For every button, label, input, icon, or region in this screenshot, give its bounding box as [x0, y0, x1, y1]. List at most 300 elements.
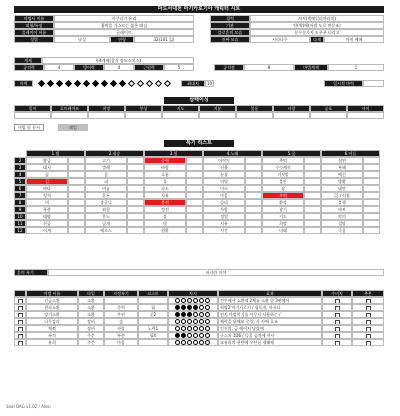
magic-defense[interactable]	[322, 325, 352, 332]
charge-circle-icon[interactable]	[199, 340, 204, 345]
profile-value[interactable]: 마역 배에	[324, 36, 384, 43]
magic-extra[interactable]	[352, 311, 384, 318]
skill-cell[interactable]: 분노	[85, 213, 127, 220]
magic-diamond-icon[interactable]	[92, 80, 99, 87]
charge-circle-icon[interactable]	[187, 340, 192, 345]
magic-diamond-icon[interactable]	[65, 80, 72, 87]
charge-circle-icon[interactable]	[193, 326, 198, 331]
skill-cell[interactable]: 미래	[262, 227, 304, 234]
magic-checkbox-icon[interactable]	[18, 320, 23, 325]
charge-circle-icon[interactable]	[175, 326, 180, 331]
skill-cell[interactable]: 이야기	[203, 157, 245, 164]
skill-cell[interactable]: 일그러짐	[321, 192, 363, 199]
magic-cost[interactable]: 필	[138, 304, 168, 311]
skill-gap-cell[interactable]	[363, 192, 380, 199]
skill-gap-cell[interactable]	[245, 157, 262, 164]
charge-circle-icon[interactable]	[181, 305, 186, 310]
skill-gap-cell[interactable]	[127, 157, 144, 164]
charge-circle-icon[interactable]	[175, 305, 180, 310]
skill-cell[interactable]: 에로스	[85, 227, 127, 234]
skill-gap-cell[interactable]	[186, 206, 203, 213]
magic-name[interactable]: 폭격	[26, 332, 78, 339]
magic-diamond-icon[interactable]	[101, 80, 108, 87]
skill-cell[interactable]: 수수께끼	[262, 164, 304, 171]
magic-extra-checkbox-icon[interactable]	[366, 306, 371, 311]
skill-cell[interactable]: 기도	[262, 213, 304, 220]
skill-cell[interactable]: 거짓말	[262, 171, 304, 178]
magic-extra[interactable]	[352, 332, 384, 339]
magic-effect[interactable]: 교유희의 현탄에 우산신 재해에	[218, 339, 322, 346]
skill-gap-cell[interactable]	[304, 227, 321, 234]
skill-gap-cell[interactable]	[304, 220, 321, 227]
skill-cell[interactable]: 태양	[26, 213, 68, 220]
magic-extra-checkbox-icon[interactable]	[366, 320, 371, 325]
magic-defense-checkbox-icon[interactable]	[335, 306, 340, 311]
charge-circle-icon[interactable]	[193, 298, 198, 303]
skill-cell[interactable]: 바다	[26, 185, 68, 192]
skill-gap-cell[interactable]	[186, 192, 203, 199]
charge-circle-icon[interactable]	[181, 326, 186, 331]
magic-type[interactable]: 소환	[78, 297, 104, 304]
skill-gap-cell[interactable]	[68, 227, 85, 234]
magic-skill[interactable]: 사랑	[104, 325, 138, 332]
skill-cell[interactable]: 배신	[321, 171, 363, 178]
magic-cost[interactable]: 공2	[138, 311, 168, 318]
magic-diamond-icon[interactable]	[56, 80, 63, 87]
magic-type[interactable]: 장비	[78, 318, 104, 325]
skill-gap-cell[interactable]	[186, 227, 203, 234]
tab-closed[interactable]: 폐업	[58, 124, 88, 131]
skill-gap-cell[interactable]	[68, 213, 85, 220]
magic-checkbox-icon[interactable]	[18, 299, 23, 304]
profile-value[interactable]: 분무분가지 도우푸 더리고	[250, 29, 384, 36]
skill-cell[interactable]: 혼돈	[85, 192, 127, 199]
magic-defense-checkbox-icon[interactable]	[335, 341, 340, 346]
magic-name[interactable]: 채찍	[26, 325, 78, 332]
skill-cell[interactable]: 불행	[321, 199, 363, 206]
magic-max-value[interactable]: 10	[205, 80, 215, 87]
charge-circle-icon[interactable]	[187, 319, 192, 324]
skill-gap-cell[interactable]	[245, 164, 262, 171]
skill-cell[interactable]: 바보	[321, 206, 363, 213]
skill-gap-cell[interactable]	[304, 178, 321, 185]
magic-checkbox-icon[interactable]	[18, 334, 23, 339]
magic-select-cell[interactable]	[14, 304, 26, 311]
skill-cell[interactable]: 추억	[262, 157, 304, 164]
magic-effect[interactable]: 전치 마법이기를 사무시 사용하는 /	[218, 311, 322, 318]
skill-cell[interactable]: 충격	[144, 199, 186, 206]
magic-select-cell[interactable]	[14, 297, 26, 304]
charge-circle-icon[interactable]	[181, 333, 186, 338]
magic-extra-checkbox-icon[interactable]	[366, 299, 371, 304]
magic-extra[interactable]	[352, 297, 384, 304]
magic-diamond-icon[interactable]	[47, 80, 54, 87]
magic-diamond-icon[interactable]	[110, 80, 117, 87]
skill-gap-cell[interactable]	[68, 206, 85, 213]
charge-circle-icon[interactable]	[205, 319, 210, 324]
skill-cell[interactable]: 희망	[262, 220, 304, 227]
skill-gap-cell[interactable]	[186, 157, 203, 164]
charge-circle-icon[interactable]	[193, 319, 198, 324]
magic-cost[interactable]	[138, 318, 168, 325]
temp-magic-value[interactable]	[363, 80, 384, 87]
skill-gap-cell[interactable]	[68, 157, 85, 164]
skill-cell[interactable]: 사랑	[203, 206, 245, 213]
magic-name[interactable]: 장기소환	[26, 311, 78, 318]
profile-value[interactable]: 시라나무	[250, 36, 310, 43]
magic-defense[interactable]	[322, 304, 352, 311]
skill-cell[interactable]: 중력	[144, 157, 186, 164]
skill-gap-cell[interactable]	[363, 199, 380, 206]
skill-gap-cell[interactable]	[363, 185, 380, 192]
charge-circle-icon[interactable]	[193, 340, 198, 345]
magic-checkbox-icon[interactable]	[18, 341, 23, 346]
skill-gap-cell[interactable]	[304, 199, 321, 206]
skill-cell[interactable]: 흐름	[144, 171, 186, 178]
points-value[interactable]: 8	[244, 64, 294, 71]
charge-circle-icon[interactable]	[205, 340, 210, 345]
magic-defense[interactable]	[322, 339, 352, 346]
charge-circle-icon[interactable]	[181, 340, 186, 345]
magic-defense[interactable]	[322, 332, 352, 339]
charge-circle-icon[interactable]	[175, 298, 180, 303]
skill-cell[interactable]: 피	[85, 178, 127, 185]
skill-gap-cell[interactable]	[245, 199, 262, 206]
skill-gap-cell[interactable]	[127, 178, 144, 185]
skill-gap-cell[interactable]	[245, 185, 262, 192]
magic-defense[interactable]	[322, 318, 352, 325]
magic-diamond-icon[interactable]	[83, 80, 90, 87]
magic-defense-checkbox-icon[interactable]	[335, 313, 340, 318]
charge-circle-icon[interactable]	[205, 333, 210, 338]
charge-circle-icon[interactable]	[181, 298, 186, 303]
skill-cell[interactable]: 부패	[321, 164, 363, 171]
magic-extra[interactable]	[352, 339, 384, 346]
skill-gap-cell[interactable]	[245, 206, 262, 213]
skill-cell[interactable]: 폭풍	[26, 206, 68, 213]
magic-type[interactable]: 주문	[78, 332, 104, 339]
skill-cell[interactable]: 악의	[321, 213, 363, 220]
skill-cell[interactable]: 고기	[85, 157, 127, 164]
magic-charge[interactable]	[168, 311, 218, 318]
skill-gap-cell[interactable]	[304, 185, 321, 192]
magic-extra-checkbox-icon[interactable]	[366, 313, 371, 318]
magic-type[interactable]: 장비	[78, 325, 104, 332]
skill-cell[interactable]: 자유	[144, 192, 186, 199]
magic-select-cell[interactable]	[14, 325, 26, 332]
magic-effect[interactable]: 혁명2 마기카로기 / 필독전, 마시나	[218, 304, 322, 311]
harmony-value[interactable]	[236, 112, 273, 119]
skill-cell[interactable]: 잠	[262, 185, 304, 192]
magic-select-cell[interactable]	[14, 318, 26, 325]
skill-cell[interactable]: 꽃	[85, 171, 127, 178]
skill-gap-cell[interactable]	[127, 171, 144, 178]
skill-gap-cell[interactable]	[68, 164, 85, 171]
skill-gap-cell[interactable]	[245, 227, 262, 234]
profile-value[interactable]: 서서(캐에일러마라미)	[250, 15, 384, 22]
harmony-value[interactable]	[88, 112, 125, 119]
skill-cell[interactable]: 정전	[144, 206, 186, 213]
skill-cell[interactable]: 송곳니	[85, 199, 127, 206]
magic-extra-checkbox-icon[interactable]	[366, 334, 371, 339]
skill-cell[interactable]: 천공	[26, 220, 68, 227]
magic-diamond-icon[interactable]	[38, 80, 45, 87]
skill-gap-cell[interactable]	[304, 171, 321, 178]
profile-value[interactable]: 32(101 읿)	[134, 36, 194, 43]
skill-gap-cell[interactable]	[127, 164, 144, 171]
skill-cell[interactable]: 방황	[321, 178, 363, 185]
magic-cost[interactable]	[138, 297, 168, 304]
charge-circle-icon[interactable]	[187, 298, 192, 303]
magic-skill[interactable]: 폭풍	[104, 332, 138, 339]
skill-gap-cell[interactable]	[68, 220, 85, 227]
tab-magic[interactable]: 마법 및 분서	[14, 124, 44, 131]
skill-cell[interactable]: 벌레	[85, 164, 127, 171]
magic-defense-checkbox-icon[interactable]	[335, 320, 340, 325]
skill-cell[interactable]: 미소	[203, 185, 245, 192]
magic-name[interactable]: 유희	[26, 339, 78, 346]
magic-extra[interactable]	[352, 318, 384, 325]
stat-value[interactable]: 5	[164, 64, 194, 71]
skill-gap-cell[interactable]	[363, 178, 380, 185]
magic-diamond-icon[interactable]	[119, 80, 126, 87]
skill-cell[interactable]: 이계	[26, 227, 68, 234]
magic-effect[interactable]: 체력을 위해보 중앙, 사 사에 호조	[218, 318, 322, 325]
skill-gap-cell[interactable]	[363, 213, 380, 220]
skill-cell[interactable]: 비늘	[85, 185, 127, 192]
magic-name[interactable]: 천파소환	[26, 304, 78, 311]
skill-gap-cell[interactable]	[127, 192, 144, 199]
charge-circle-icon[interactable]	[193, 312, 198, 317]
magic-checkbox-icon[interactable]	[18, 327, 23, 332]
skill-cell[interactable]: 마음	[203, 192, 245, 199]
skill-cell[interactable]: 광기	[262, 206, 304, 213]
charge-circle-icon[interactable]	[205, 326, 210, 331]
magic-defense[interactable]	[322, 311, 352, 318]
skill-cell[interactable]: 대지	[26, 164, 68, 171]
magic-skill[interactable]: 중력	[104, 304, 138, 311]
magic-effect[interactable]: 전투에서 소환제 2체를 소환 한 3판에서	[218, 297, 322, 304]
skill-cell[interactable]: 죽음	[321, 227, 363, 234]
harmony-value[interactable]	[347, 112, 384, 119]
profile-value[interactable]: 글레이트	[54, 29, 194, 36]
skill-cell[interactable]: 외침	[85, 206, 127, 213]
skill-gap-cell[interactable]	[363, 157, 380, 164]
charge-circle-icon[interactable]	[187, 305, 192, 310]
skill-cell[interactable]: 빛	[144, 220, 186, 227]
charge-circle-icon[interactable]	[175, 319, 180, 324]
skill-cell[interactable]: 날개	[85, 220, 127, 227]
charge-circle-icon[interactable]	[205, 305, 210, 310]
skill-gap-cell[interactable]	[245, 171, 262, 178]
skill-cell[interactable]: 정열	[203, 213, 245, 220]
skill-gap-cell[interactable]	[245, 192, 262, 199]
magic-diamond-icon[interactable]	[146, 80, 153, 87]
charge-circle-icon[interactable]	[193, 333, 198, 338]
skill-gap-cell[interactable]	[68, 185, 85, 192]
skill-gap-cell[interactable]	[363, 171, 380, 178]
magic-charge[interactable]	[168, 318, 218, 325]
skill-cell[interactable]: 치유	[203, 220, 245, 227]
magic-charge[interactable]	[168, 332, 218, 339]
magic-checkbox-icon[interactable]	[18, 306, 23, 311]
magic-defense-checkbox-icon[interactable]	[335, 299, 340, 304]
magic-type[interactable]: 소환	[78, 311, 104, 318]
skill-gap-cell[interactable]	[304, 157, 321, 164]
magic-type[interactable]: 주문	[78, 339, 104, 346]
skill-gap-cell[interactable]	[68, 178, 85, 185]
charge-circle-icon[interactable]	[199, 333, 204, 338]
charge-circle-icon[interactable]	[205, 312, 210, 317]
tag-value[interactable]: 1	[328, 64, 384, 71]
skill-gap-cell[interactable]	[245, 213, 262, 220]
magic-defense-checkbox-icon[interactable]	[335, 327, 340, 332]
skill-cell[interactable]: 물	[144, 178, 186, 185]
magic-extra-checkbox-icon[interactable]	[366, 341, 371, 346]
magic-select-cell[interactable]	[14, 332, 26, 339]
charge-circle-icon[interactable]	[199, 326, 204, 331]
skill-cell[interactable]: 황금	[26, 157, 68, 164]
skill-cell[interactable]: 태만	[321, 185, 363, 192]
skill-cell[interactable]: 우연	[262, 192, 304, 199]
charge-circle-icon[interactable]	[199, 319, 204, 324]
skill-gap-cell[interactable]	[186, 213, 203, 220]
magic-defense[interactable]	[322, 297, 352, 304]
skill-cell[interactable]: 정적	[26, 192, 68, 199]
magic-charge[interactable]	[168, 297, 218, 304]
skill-gap-cell[interactable]	[304, 192, 321, 199]
skill-gap-cell[interactable]	[186, 171, 203, 178]
harmony-value[interactable]	[125, 112, 162, 119]
skill-gap-cell[interactable]	[304, 213, 321, 220]
skill-gap-cell[interactable]	[186, 220, 203, 227]
skill-gap-cell[interactable]	[363, 227, 380, 234]
charge-circle-icon[interactable]	[181, 319, 186, 324]
magic-cost[interactable]	[138, 339, 168, 346]
skill-gap-cell[interactable]	[68, 199, 85, 206]
skill-gap-cell[interactable]	[186, 199, 203, 206]
charge-circle-icon[interactable]	[199, 298, 204, 303]
magic-defense-checkbox-icon[interactable]	[335, 334, 340, 339]
magic-diamond-icon[interactable]	[164, 80, 171, 87]
magic-cost[interactable]: 노력1	[138, 325, 168, 332]
skill-cell[interactable]: 승리	[203, 199, 245, 206]
skill-gap-cell[interactable]	[304, 206, 321, 213]
harmony-value[interactable]	[14, 112, 51, 119]
skill-cell[interactable]: 절망	[321, 220, 363, 227]
charge-circle-icon[interactable]	[199, 312, 204, 317]
magic-charge[interactable]	[168, 339, 218, 346]
charge-circle-icon[interactable]	[181, 312, 186, 317]
charge-circle-icon[interactable]	[193, 305, 198, 310]
skill-gap-cell[interactable]	[363, 164, 380, 171]
skill-cell[interactable]: 숲	[26, 171, 68, 178]
skill-cell[interactable]: 시간	[203, 227, 245, 234]
skill-cell[interactable]: 파도	[144, 185, 186, 192]
harmony-value[interactable]	[162, 112, 199, 119]
magic-charge[interactable]	[168, 304, 218, 311]
skill-gap-cell[interactable]	[68, 171, 85, 178]
skill-cell[interactable]: 비	[26, 199, 68, 206]
magic-select-cell[interactable]	[14, 311, 26, 318]
magic-diamond-icon[interactable]	[74, 80, 81, 87]
skill-gap-cell[interactable]	[127, 220, 144, 227]
skill-gap-cell[interactable]	[304, 164, 321, 171]
harmony-value[interactable]	[273, 112, 310, 119]
skill-cell[interactable]: 불안	[262, 178, 304, 185]
profile-value[interactable]: 흉악을 거스르는 붉은 레실	[54, 22, 194, 29]
skill-cell[interactable]: 길	[26, 178, 68, 185]
magic-skill[interactable]: 우연	[104, 311, 138, 318]
stat-value[interactable]: 4	[44, 64, 74, 71]
skill-gap-cell[interactable]	[127, 227, 144, 234]
skill-gap-cell[interactable]	[127, 185, 144, 192]
skill-cell[interactable]: 환각	[262, 199, 304, 206]
magic-type[interactable]: 소환	[78, 304, 104, 311]
magic-skill[interactable]: 숲	[104, 318, 138, 325]
skill-gap-cell[interactable]	[363, 220, 380, 227]
skill-cell[interactable]: 이별	[203, 178, 245, 185]
skill-gap-cell[interactable]	[127, 213, 144, 220]
magic-cost[interactable]: 필X	[138, 332, 168, 339]
profile-value[interactable]: 남성	[54, 36, 110, 43]
stat-value[interactable]: 4	[104, 64, 134, 71]
magic-extra[interactable]	[352, 325, 384, 332]
profile-value[interactable]: 사쿠라기 유리	[54, 15, 194, 22]
soul-skill-value[interactable]: 커다란 이야	[48, 269, 384, 276]
magic-skill[interactable]: 마음	[104, 339, 138, 346]
magic-charge[interactable]	[168, 325, 218, 332]
magic-name[interactable]: 긴급소환	[26, 297, 78, 304]
magic-extra[interactable]	[352, 304, 384, 311]
skill-gap-cell[interactable]	[186, 164, 203, 171]
rank-name[interactable]: 투4계제(창작 정도소작스)	[42, 57, 194, 64]
charge-circle-icon[interactable]	[187, 326, 192, 331]
skill-gap-cell[interactable]	[127, 199, 144, 206]
magic-diamond-icon[interactable]	[128, 80, 135, 87]
skill-cell[interactable]: 원환	[144, 227, 186, 234]
charge-circle-icon[interactable]	[175, 333, 180, 338]
charge-circle-icon[interactable]	[199, 305, 204, 310]
magic-checkbox-icon[interactable]	[18, 313, 23, 318]
magic-diamond-icon[interactable]	[155, 80, 162, 87]
magic-name[interactable]: 나무감각	[26, 318, 78, 325]
skill-gap-cell[interactable]	[186, 178, 203, 185]
skill-cell[interactable]: 불	[144, 213, 186, 220]
charge-circle-icon[interactable]	[187, 312, 192, 317]
harmony-value[interactable]	[310, 112, 347, 119]
harmony-value[interactable]	[51, 112, 88, 119]
magic-extra-checkbox-icon[interactable]	[366, 327, 371, 332]
charge-circle-icon[interactable]	[205, 298, 210, 303]
magic-effect[interactable]: 인진의, 금 레이처 남랐에	[218, 325, 322, 332]
charge-circle-icon[interactable]	[175, 340, 180, 345]
skill-cell[interactable]: 심연	[321, 157, 363, 164]
charge-circle-icon[interactable]	[187, 333, 192, 338]
skill-gap-cell[interactable]	[363, 206, 380, 213]
magic-select-cell[interactable]	[14, 339, 26, 346]
skill-cell[interactable]: 바람	[144, 164, 186, 171]
magic-diamond-icon[interactable]	[137, 80, 144, 87]
skill-gap-cell[interactable]	[127, 206, 144, 213]
profile-value[interactable]: 탄(박)에(마법 도로 연문조)	[250, 22, 384, 29]
skill-cell[interactable]: 선율	[203, 164, 245, 171]
skill-gap-cell[interactable]	[68, 192, 85, 199]
magic-effect[interactable]: 구스처 1D6 / 득울 공격에 이사	[218, 332, 322, 339]
skill-gap-cell[interactable]	[186, 185, 203, 192]
skill-cell[interactable]: 눈물	[203, 171, 245, 178]
harmony-value[interactable]	[199, 112, 236, 119]
